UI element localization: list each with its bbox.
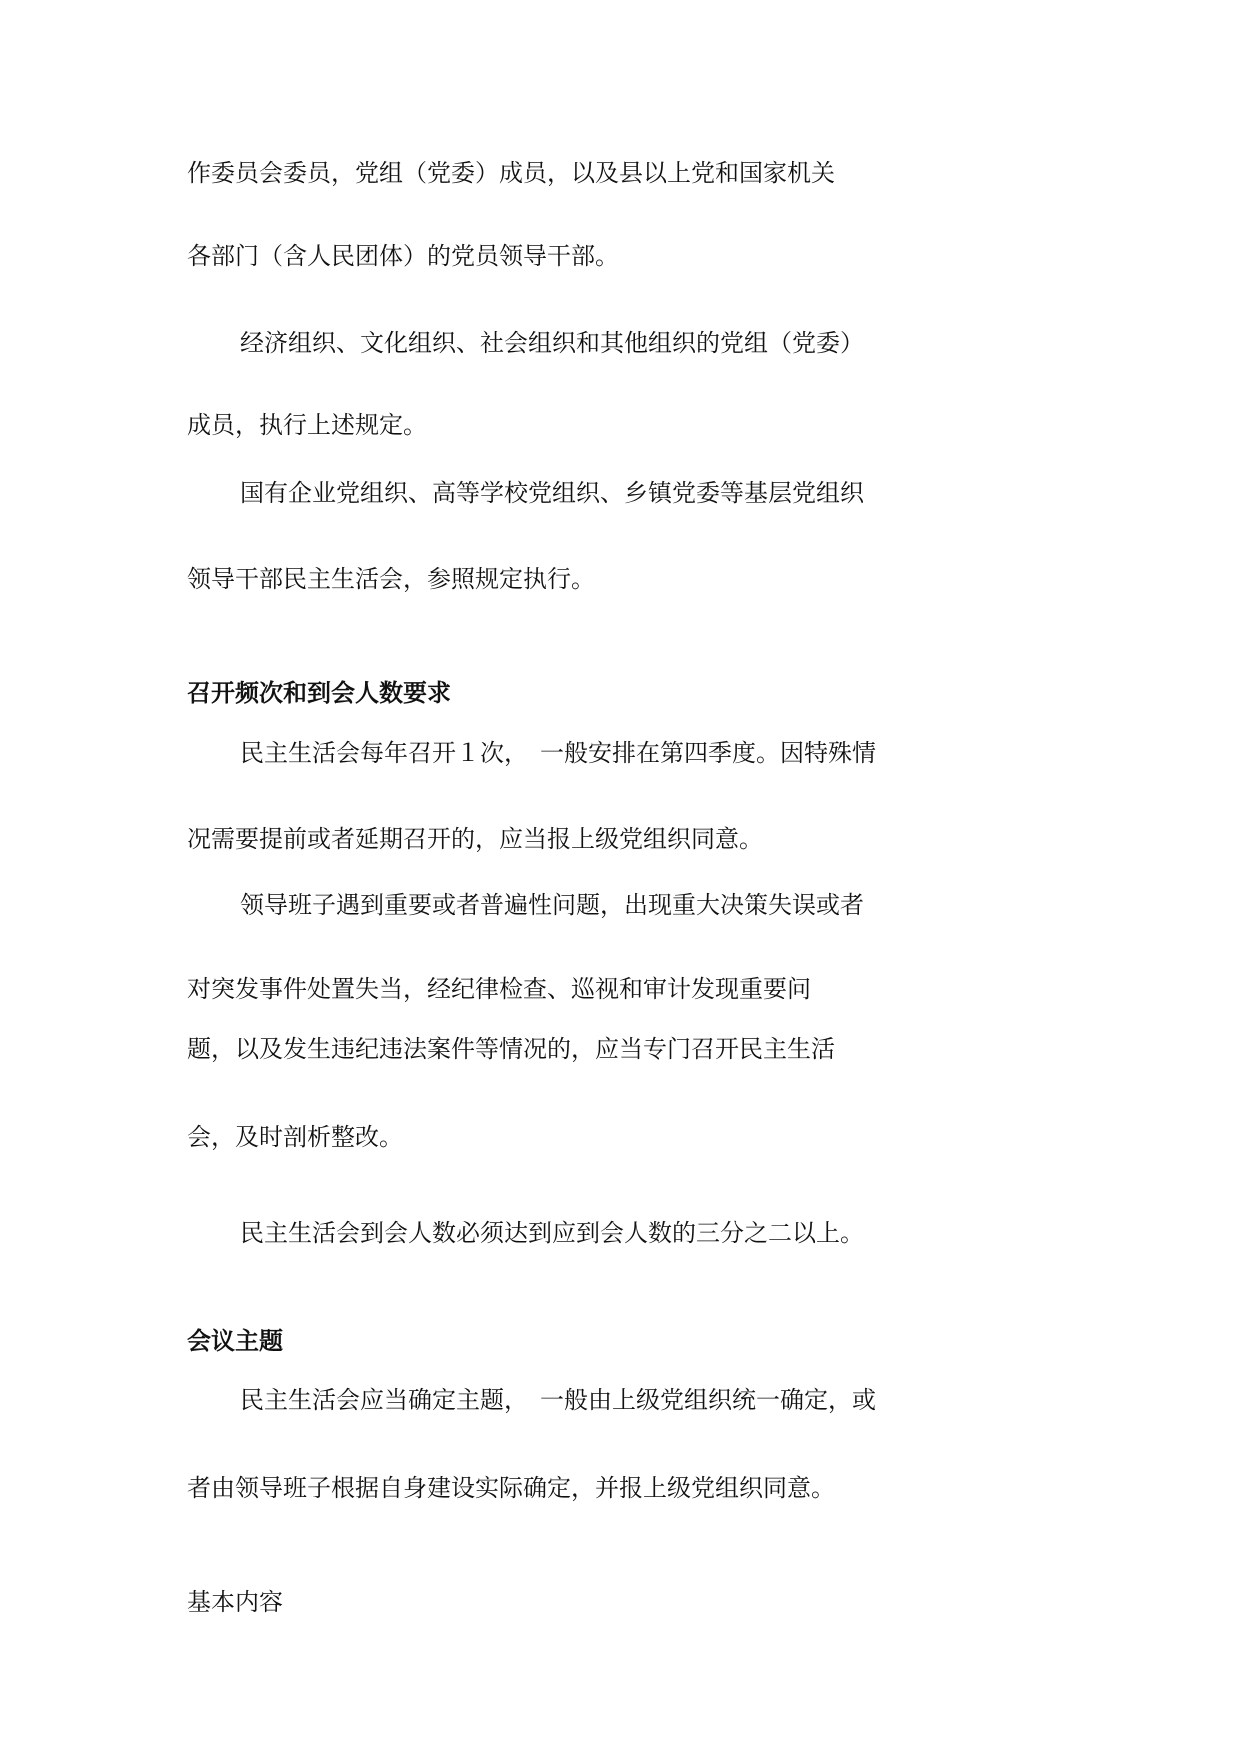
paragraph-line: 国有企业党组织、高等学校党组织、乡镇党委等基层党组织 xyxy=(240,479,864,507)
section-heading: 会议主题 xyxy=(187,1327,283,1355)
paragraph-line: 民主生活会到会人数必须达到应到会人数的三分之二以上。 xyxy=(240,1219,864,1247)
paragraph-line: 况需要提前或者延期召开的，应当报上级党组织同意。 xyxy=(187,825,763,853)
paragraph-line: 对突发事件处置失当，经纪律检查、巡视和审计发现重要问 xyxy=(187,975,811,1003)
paragraph-line: 民主生活会应当确定主题， 一般由上级党组织统一确定，或 xyxy=(240,1386,876,1414)
paragraph-line: 领导干部民主生活会，参照规定执行。 xyxy=(187,565,595,593)
paragraph-line: 各部门（含人民团体）的党员领导干部。 xyxy=(187,242,619,270)
paragraph-line: 作委员会委员，党组（党委）成员，以及县以上党和国家机关 xyxy=(187,159,835,187)
section-heading: 基本内容 xyxy=(187,1588,283,1616)
paragraph-line: 成员，执行上述规定。 xyxy=(187,411,427,439)
section-heading: 召开频次和到会人数要求 xyxy=(187,679,451,707)
paragraph-line: 会，及时剖析整改。 xyxy=(187,1123,403,1151)
paragraph-line: 经济组织、文化组织、社会组织和其他组织的党组（党委） xyxy=(240,329,864,357)
paragraph-line: 民主生活会每年召开１次， 一般安排在第四季度。因特殊情 xyxy=(240,739,876,767)
paragraph-line: 领导班子遇到重要或者普遍性问题，出现重大决策失误或者 xyxy=(240,891,864,919)
paragraph-line: 题，以及发生违纪违法案件等情况的，应当专门召开民主生活 xyxy=(187,1035,835,1063)
paragraph-line: 者由领导班子根据自身建设实际确定，并报上级党组织同意。 xyxy=(187,1474,835,1502)
